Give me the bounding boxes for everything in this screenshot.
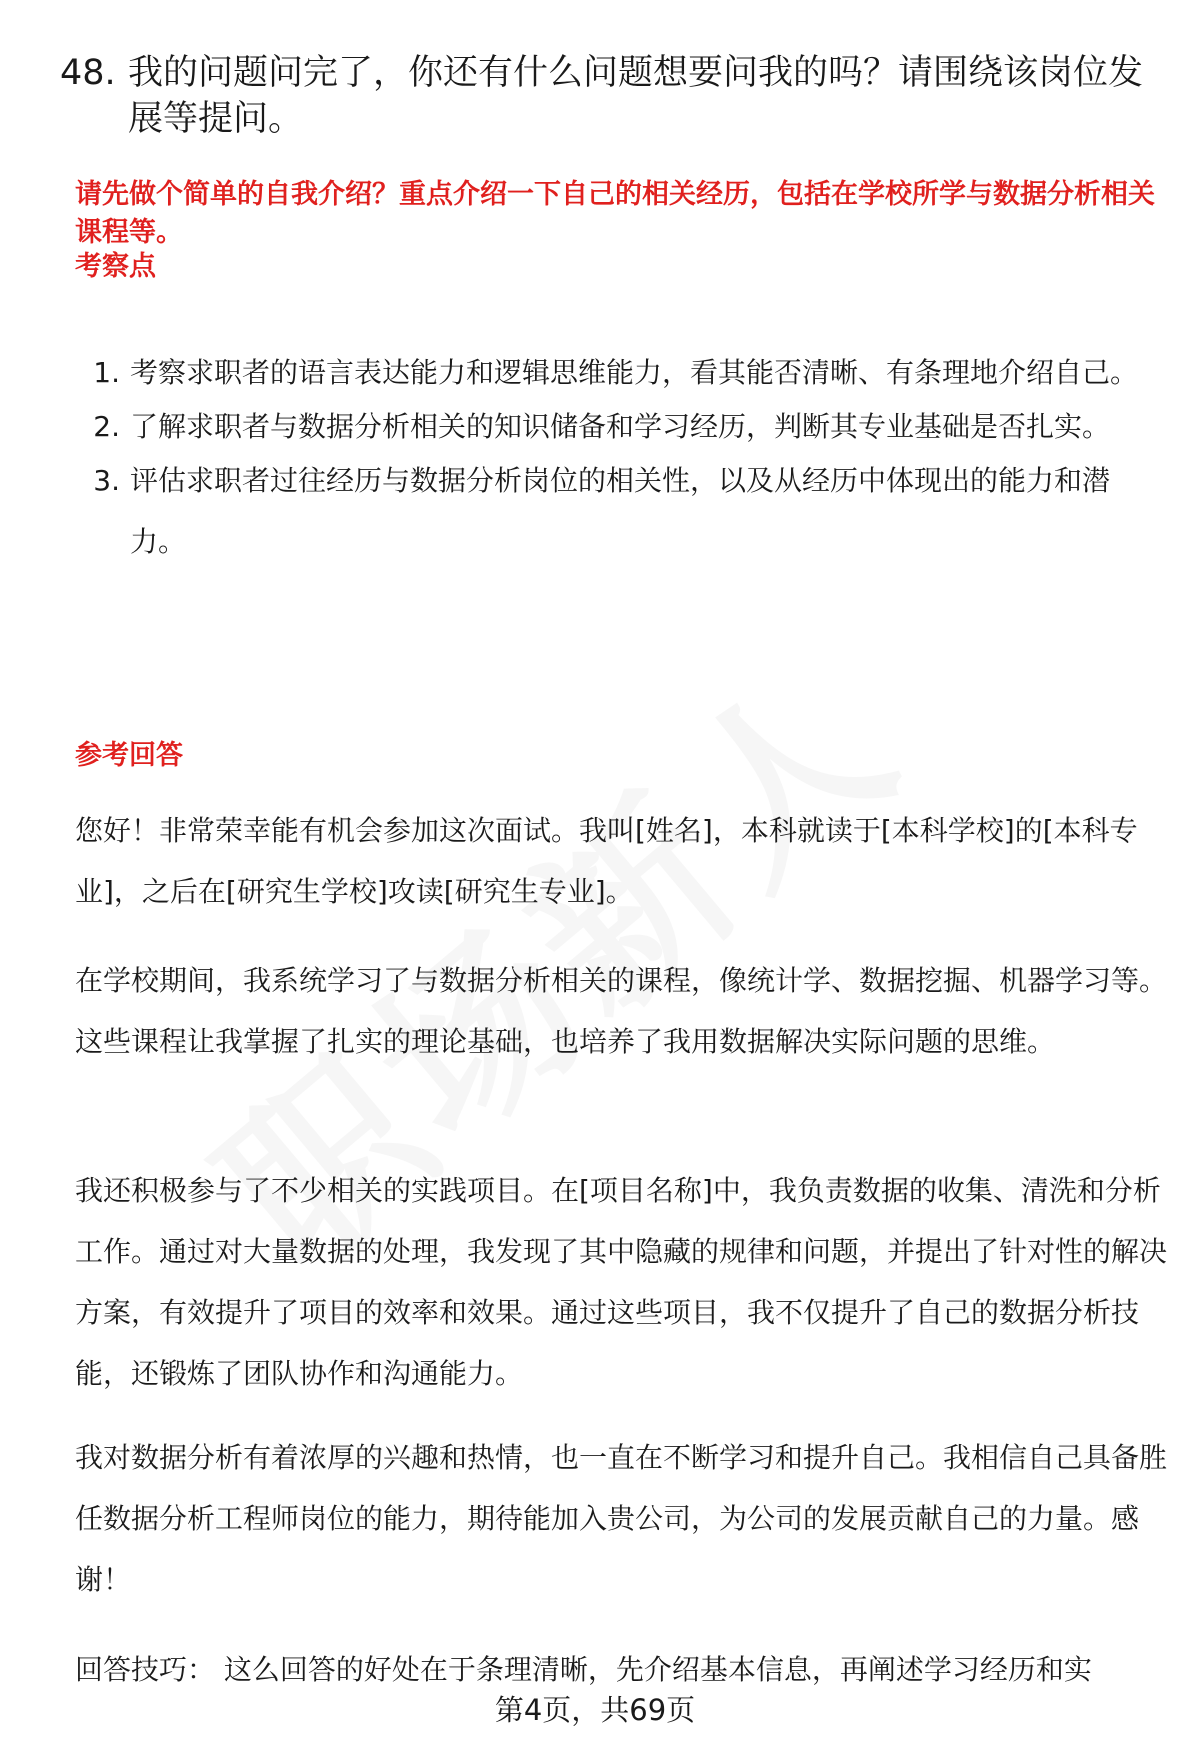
answer-heading: 参考回答 — [75, 740, 183, 771]
item-number: 1. — [93, 356, 120, 389]
points-list — [75, 342, 1165, 572]
answer-paragraph-4: 我对数据分析有着浓厚的兴趣和热情，也一直在不断学习和提升自己。我相信自己具备胜任数据分析工程师岗位的能力，期待能加入贵公司，为公司的发展贡献自己的力量。感谢！ — [75, 1441, 1168, 1596]
item-text: 评估求职者过往经历与数据分析岗位的相关性，以及从经历中体现出的能力和潜力。 — [130, 464, 1111, 558]
highlighted-question: 请先做个简单的自我介绍？重点介绍一下自己的相关经历，包括在学校所学与数据分析相关课程等。 — [75, 179, 1155, 248]
question-number: 48. — [60, 53, 116, 93]
answer-paragraph-2: 在学校期间，我系统学习了与数据分析相关的课程，像统计学、数据挖掘、机器学习等。这些课程让我掌握了扎实的理论基础，也培养了我用数据解决实际问题的思维。 — [75, 964, 1168, 1058]
item-text: 了解求职者与数据分析相关的知识储备和学习经历，判断其专业基础是否扎实。 — [130, 410, 1111, 443]
points-heading: 考察点 — [75, 251, 156, 282]
page-footer: 第4页，共69页 — [494, 1693, 696, 1727]
question-title — [60, 50, 1150, 142]
list-item — [75, 450, 1165, 572]
item-number: 2. — [93, 410, 120, 443]
item-text: 考察求职者的语言表达能力和逻辑思维能力，看其能否清晰、有条理地介绍自己。 — [130, 356, 1139, 389]
list-item — [75, 342, 1165, 403]
item-number: 3. — [93, 464, 120, 497]
answer-paragraph-1: 您好！非常荣幸能有机会参加这次面试。我叫[姓名]，本科就读于[本科学校]的[本科专业]，之后在[研究生学校]攻读[研究生专业]。 — [75, 814, 1138, 908]
answer-paragraph-3: 我还积极参与了不少相关的实践项目。在[项目名称]中，我负责数据的收集、清洗和分析工作。通过对大量数据的处理，我发现了其中隐藏的规律和问题，并提出了针对性的解决方案，有效提升了项目的效率和效果。通过这些项目，我不仅提升了自己的数据分析技能，还锻炼了团队协作和沟通能力。 — [75, 1174, 1168, 1390]
list-item — [75, 396, 1165, 457]
question-text: 我的问题问完了，你还有什么问题想要问我的吗？请围绕该岗位发展等提问。 — [128, 53, 1144, 139]
answer-tips: 回答技巧： 这么回答的好处在于条理清晰，先介绍基本信息，再阐述学习经历和实 — [75, 1653, 1092, 1686]
